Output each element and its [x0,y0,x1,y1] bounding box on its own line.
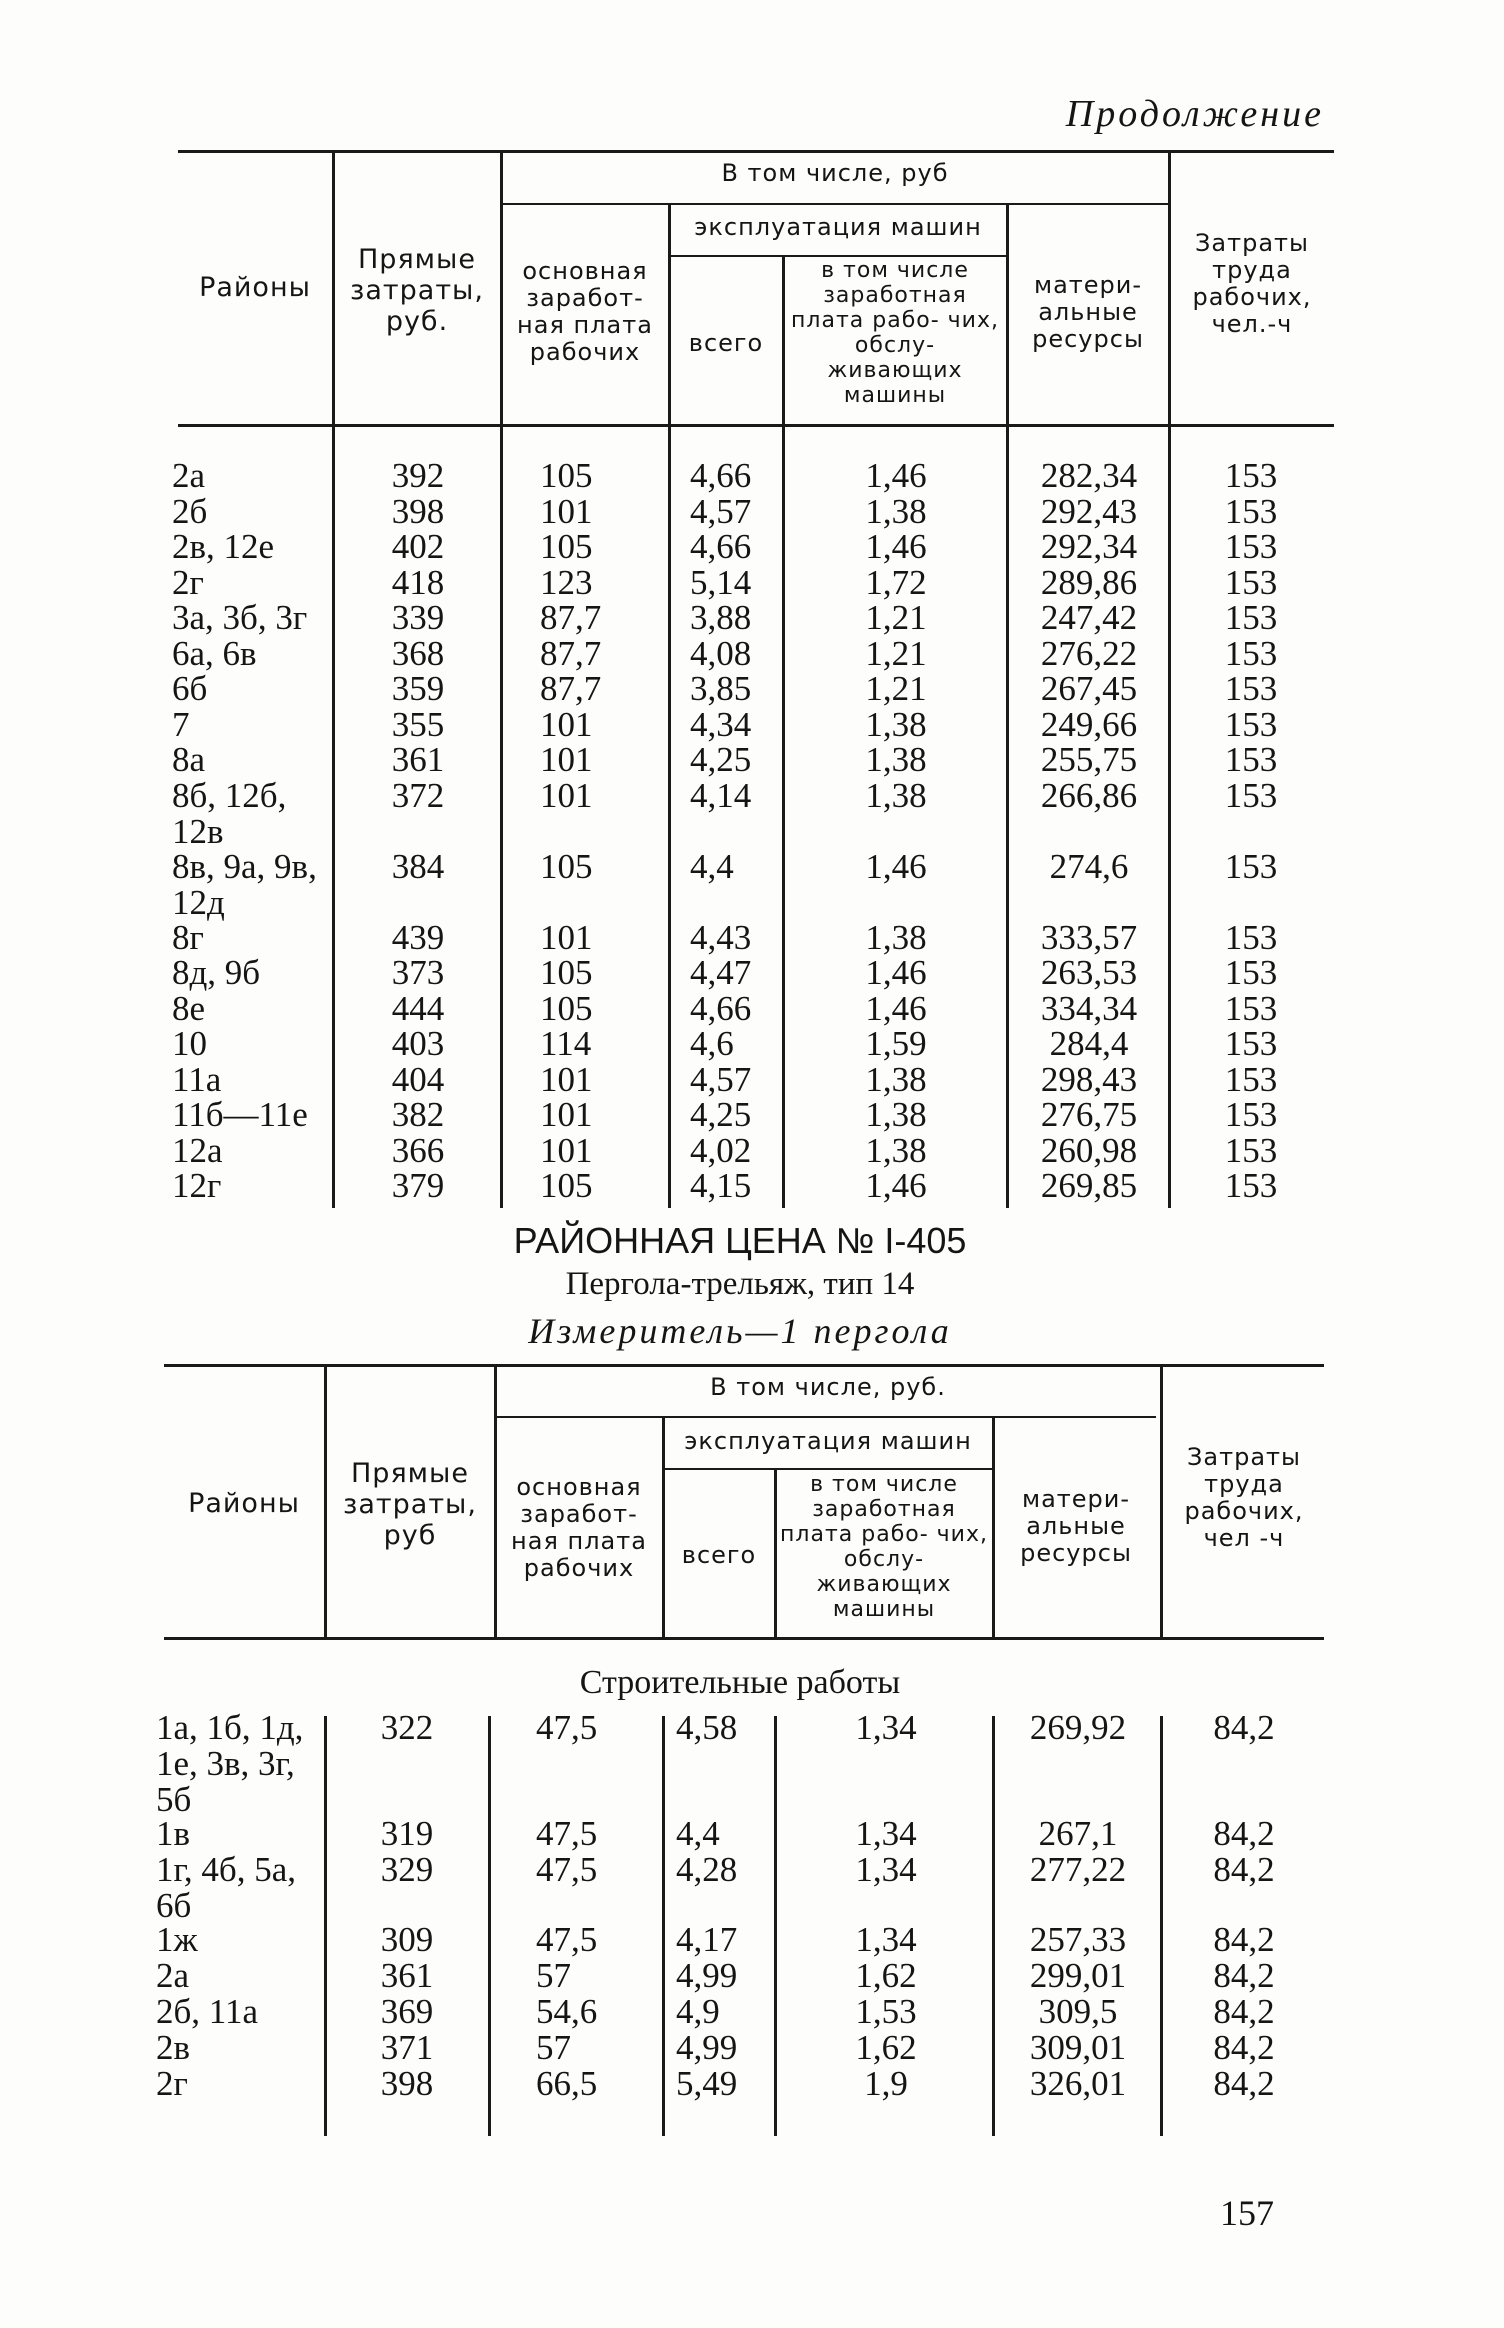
cell-direct: 392 [391,456,445,495]
cell-total: 4,57 [690,491,752,531]
cell-district: 12г [172,1166,222,1205]
table2-body-vline [992,1716,995,2136]
cell-district: 8а [172,740,206,779]
cell-machine_wage: 1,34 [855,1920,917,1959]
cell-machine_wage: 1,46 [865,988,927,1028]
cell-total: 3,85 [690,669,752,708]
cell-machine_wage: 1,38 [865,1095,927,1134]
cell-total: 4,25 [690,740,752,779]
cell-total: 4,66 [690,456,752,495]
cell-materials: 284,4 [1049,1024,1129,1063]
cell-base_wage: 47,5 [536,1814,598,1853]
cell-direct: 322 [380,1708,434,1747]
cell-direct: 373 [391,953,445,992]
cell-machine_wage: 1,34 [855,1814,917,1853]
cell-direct: 384 [391,846,445,886]
cell-district: 1г, 4б, 5а, 6б [156,1850,296,1925]
cell-materials: 260,98 [1040,1130,1138,1170]
table1-including-rule [502,203,1170,205]
cell-district: 6а, 6в [172,633,257,673]
cell-materials: 267,1 [1038,1814,1118,1853]
table2-vline [992,1418,995,1638]
cell-machine_wage: 1,38 [865,775,927,815]
table1-machines-rule [670,255,1008,257]
cell-district: 2б [172,491,208,531]
cell-district: 8г [172,917,204,957]
cell-base_wage: 101 [540,1059,593,1099]
cell-total: 5,14 [690,562,752,602]
cell-base_wage: 47,5 [536,1708,598,1747]
table2-body-vline [488,1716,491,2136]
table1-header-machine-wage: в том числе заработная плата рабо- чих, обслу- живающих машины [791,258,999,408]
cell-direct: 355 [391,704,445,744]
table2-vline [494,1366,497,1638]
table1-header-labor: Затраты труда рабочих, чел.-ч [1192,229,1312,338]
table1-header-base-wage: основная заработ- ная плата рабочих [517,257,653,366]
cell-machine_wage: 1,34 [855,1850,917,1889]
cell-labor: 153 [1224,456,1278,495]
cell-district: 2а [156,1956,190,1995]
cell-total: 4,08 [690,633,752,673]
table1-top-rule [178,150,1334,153]
cell-district: 8в, 9а, 9в, 12д [172,846,317,922]
cell-district: 1в [156,1814,191,1853]
cell-total: 4,43 [690,917,752,957]
table2-body-vline [1160,1716,1163,2136]
cell-labor: 84,2 [1213,2028,1275,2067]
cell-materials: 326,01 [1029,2064,1127,2103]
cell-total: 4,58 [676,1708,738,1747]
cell-labor: 153 [1224,562,1278,602]
cell-materials: 292,43 [1040,491,1138,531]
cell-direct: 404 [391,1059,445,1099]
table2-header-machine-operation: эксплуатация машин [684,1427,972,1455]
cell-district: 10 [172,1024,207,1063]
cell-base_wage: 123 [540,562,593,602]
cell-machine_wage: 1,53 [855,1992,917,2031]
table2-machines-rule [664,1468,994,1470]
table2-vline [774,1470,777,1638]
table2-header-base-wage: основная заработ- ная плата рабочих [511,1473,647,1582]
cell-direct: 368 [391,633,445,673]
cell-total: 4,4 [690,846,734,886]
cell-materials: 282,34 [1040,456,1138,495]
price-measure: Измеритель—1 пергола [528,1311,952,1351]
page-number: 157 [1220,2193,1274,2233]
cell-labor: 84,2 [1213,1814,1275,1853]
cell-district: 3а, 3б, 3г [172,598,308,637]
table2-header-direct-costs: Прямые затраты, руб [343,1458,477,1551]
table1-header-total: всего [688,329,764,357]
cell-machine_wage: 1,62 [855,1956,917,1995]
table1-header-materials: матери- альные ресурсы [1032,271,1144,353]
cell-materials: 276,22 [1040,633,1138,673]
cell-machine_wage: 1,62 [855,2028,917,2067]
cell-labor: 153 [1224,1059,1278,1099]
cell-district: 2в [156,2028,191,2067]
cell-labor: 84,2 [1213,1992,1275,2031]
cell-direct: 439 [391,917,445,957]
cell-materials: 269,92 [1029,1708,1127,1747]
table1-vline [1168,152,1171,1208]
cell-labor: 84,2 [1213,1708,1275,1747]
cell-district: 2б, 11а [156,1992,259,2031]
table1-vline [332,152,335,1208]
cell-materials: 263,53 [1040,953,1138,992]
cell-labor: 153 [1224,598,1278,637]
cell-machine_wage: 1,46 [865,527,927,566]
table1-header-including: В том числе, руб [721,159,949,187]
cell-materials: 257,33 [1029,1920,1127,1959]
cell-district: 2в, 12е [172,527,275,566]
cell-materials: 249,66 [1040,704,1138,744]
table2-header-labor: Затраты труда рабочих, чел -ч [1184,1443,1304,1552]
price-subtitle: Пергола-трельяж, тип 14 [565,1266,915,1302]
cell-total: 4,66 [690,988,752,1028]
cell-materials: 255,75 [1040,740,1138,779]
cell-direct: 403 [391,1024,445,1063]
cell-base_wage: 101 [540,917,593,957]
cell-materials: 309,01 [1029,2028,1127,2067]
cell-machine_wage: 1,9 [864,2064,908,2103]
cell-base_wage: 114 [540,1024,592,1063]
cell-district: 11б—11е [172,1095,308,1134]
cell-direct: 339 [391,598,445,637]
cell-district: 8б, 12б, 12в [172,775,287,851]
table2-header-total: всего [681,1541,757,1569]
cell-machine_wage: 1,46 [865,1166,927,1205]
cell-labor: 84,2 [1213,2064,1275,2103]
cell-labor: 153 [1224,740,1278,779]
cell-direct: 379 [391,1166,445,1205]
cell-materials: 289,86 [1040,562,1138,602]
cell-base_wage: 87,7 [540,633,602,673]
cell-direct: 369 [380,1992,434,2031]
table2-header-machine-wage: в том числе заработная плата рабо- чих, обслу- живающих машины [780,1472,988,1622]
cell-machine_wage: 1,21 [865,633,927,673]
cell-total: 4,4 [676,1814,720,1853]
cell-labor: 153 [1224,846,1278,886]
cell-materials: 269,85 [1040,1166,1138,1205]
table1-header-direct-costs: Прямые затраты, руб. [350,244,484,337]
cell-base_wage: 101 [540,740,593,779]
cell-base_wage: 101 [540,1130,593,1170]
cell-machine_wage: 1,38 [865,917,927,957]
cell-direct: 402 [391,527,445,566]
table2-vline [1160,1366,1163,1638]
cell-direct: 372 [391,775,445,815]
cell-materials: 309,5 [1038,1992,1118,2031]
table1-header-district: Районы [199,272,311,303]
cell-total: 4,15 [690,1166,752,1205]
table2-body-vline [774,1716,777,2136]
table1-vline [1006,205,1009,1208]
cell-labor: 84,2 [1213,1920,1275,1959]
cell-machine_wage: 1,38 [865,704,927,744]
cell-direct: 382 [391,1095,445,1134]
cell-labor: 153 [1224,527,1278,566]
cell-materials: 334,34 [1040,988,1138,1028]
cell-materials: 266,86 [1040,775,1138,815]
cell-machine_wage: 1,38 [865,1059,927,1099]
cell-direct: 309 [380,1920,434,1959]
cell-base_wage: 101 [540,704,593,744]
cell-labor: 153 [1224,988,1278,1028]
cell-direct: 398 [391,491,445,531]
table1-vline [782,257,785,1208]
cell-district: 11а [172,1059,222,1099]
table2-header-materials: матери- альные ресурсы [1020,1485,1132,1567]
cell-total: 4,17 [676,1920,738,1959]
cell-total: 4,14 [690,775,752,815]
cell-base_wage: 101 [540,1095,593,1134]
cell-district: 1а, 1б, 1д, 1е, 3в, 3г, 5б [156,1708,304,1819]
cell-total: 4,99 [676,2028,738,2067]
cell-direct: 418 [391,562,445,602]
cell-machine_wage: 1,38 [865,491,927,531]
cell-total: 5,49 [676,2064,738,2103]
cell-materials: 277,22 [1029,1850,1127,1889]
cell-machine_wage: 1,34 [855,1708,917,1747]
cell-total: 4,6 [690,1024,734,1063]
cell-district: 6б [172,669,208,708]
cell-direct: 319 [380,1814,434,1853]
cell-labor: 153 [1224,953,1278,992]
cell-direct: 361 [391,740,445,779]
cell-direct: 444 [391,988,445,1028]
price-title: РАЙОННАЯ ЦЕНА № I-405 [513,1220,967,1261]
cell-base_wage: 87,7 [540,669,602,708]
cell-labor: 153 [1224,1024,1278,1063]
cell-labor: 84,2 [1213,1850,1275,1889]
cell-base_wage: 57 [536,2028,571,2067]
cell-total: 4,02 [690,1130,752,1170]
cell-district: 8д, 9б [172,953,261,992]
table2-header-district: Районы [188,1488,300,1519]
cell-machine_wage: 1,46 [865,846,927,886]
cell-base_wage: 105 [540,953,593,992]
cell-materials: 274,6 [1049,846,1129,886]
cell-direct: 366 [391,1130,445,1170]
cell-district: 2а [172,456,206,495]
cell-base_wage: 54,6 [536,1992,598,2031]
cell-district: 7 [172,704,190,744]
cell-machine_wage: 1,72 [865,562,927,602]
cell-materials: 333,57 [1040,917,1138,957]
cell-machine_wage: 1,46 [865,953,927,992]
cell-total: 4,57 [690,1059,752,1099]
cell-base_wage: 105 [540,527,593,566]
cell-materials: 298,43 [1040,1059,1138,1099]
cell-labor: 153 [1224,775,1278,815]
table2-header-rule [164,1637,1324,1640]
table1-header-rule [178,424,1334,427]
cell-machine_wage: 1,46 [865,456,927,495]
cell-base_wage: 57 [536,1956,571,1995]
table1-header-machine-operation: эксплуатация машин [694,213,982,241]
cell-base_wage: 87,7 [540,598,602,637]
cell-district: 8е [172,988,206,1028]
cell-direct: 329 [380,1850,434,1889]
cell-labor: 153 [1224,669,1278,708]
cell-labor: 153 [1224,1130,1278,1170]
cell-total: 4,47 [690,953,752,992]
cell-base_wage: 105 [540,456,593,495]
cell-materials: 299,01 [1029,1956,1127,1995]
cell-base_wage: 101 [540,491,593,531]
cell-labor: 153 [1224,704,1278,744]
cell-total: 4,66 [690,527,752,566]
cell-materials: 276,75 [1040,1095,1138,1134]
cell-materials: 267,45 [1040,669,1138,708]
table2-body-vline [662,1716,665,2136]
cell-district: 2г [156,2064,188,2103]
cell-machine_wage: 1,21 [865,669,927,708]
cell-total: 3,88 [690,598,752,637]
cell-machine_wage: 1,21 [865,598,927,637]
cell-direct: 361 [380,1956,434,1995]
cell-district: 1ж [156,1920,198,1959]
cell-machine_wage: 1,38 [865,740,927,779]
cell-materials: 292,34 [1040,527,1138,566]
table2-top-rule [164,1364,1324,1367]
cell-direct: 398 [380,2064,434,2103]
cell-base_wage: 101 [540,775,593,815]
cell-base_wage: 105 [540,988,593,1028]
cell-labor: 153 [1224,1095,1278,1134]
cell-base_wage: 105 [540,1166,593,1205]
cell-district: 2г [172,562,204,602]
table2-header-including: В том числе, руб. [710,1373,946,1401]
cell-total: 4,34 [690,704,752,744]
cell-materials: 247,42 [1040,598,1138,637]
cell-labor: 153 [1224,1166,1278,1205]
table2-subheading: Строительные работы [579,1664,901,1701]
cell-total: 4,25 [690,1095,752,1134]
cell-base_wage: 105 [540,846,593,886]
continuation-label: Продолжение [1065,93,1324,135]
cell-labor: 153 [1224,491,1278,531]
cell-base_wage: 66,5 [536,2064,598,2103]
cell-total: 4,28 [676,1850,738,1889]
cell-base_wage: 47,5 [536,1920,598,1959]
cell-total: 4,9 [676,1992,720,2031]
cell-base_wage: 47,5 [536,1850,598,1889]
cell-direct: 371 [380,2028,434,2067]
table2-vline [324,1366,327,1638]
table2-including-rule [496,1416,1156,1418]
cell-direct: 359 [391,669,445,708]
cell-district: 12а [172,1130,223,1170]
cell-machine_wage: 1,59 [865,1024,927,1063]
table1-vline [500,152,503,1208]
cell-labor: 153 [1224,917,1278,957]
cell-labor: 84,2 [1213,1956,1275,1995]
cell-total: 4,99 [676,1956,738,1995]
cell-machine_wage: 1,38 [865,1130,927,1170]
cell-labor: 153 [1224,633,1278,673]
